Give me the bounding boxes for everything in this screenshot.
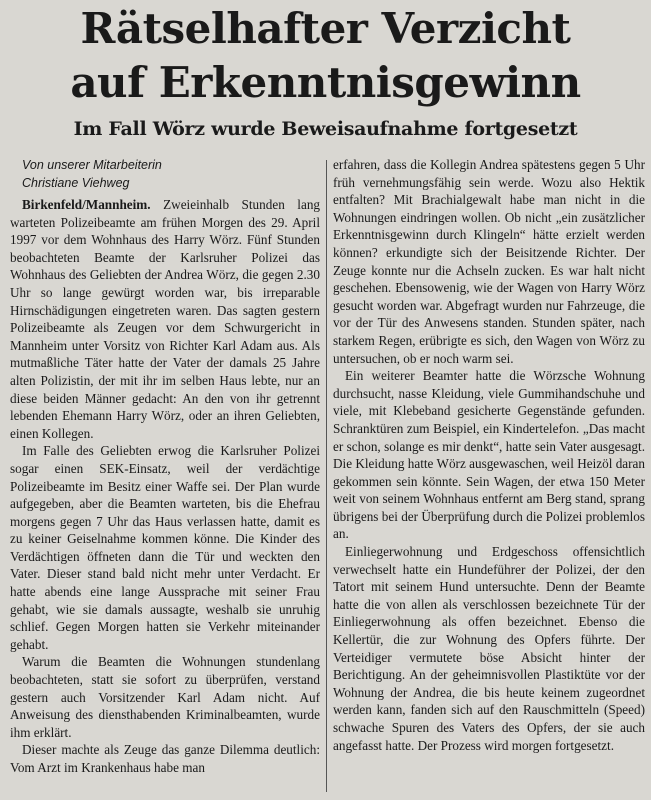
paragraph-6: Ein weiterer Beamter hatte die Wörzsche Wohnung durchsucht, nasse Kleidung, viele Gummihandschuhe und viele, mit Klebeband gesicherte Gegenstände gefunden. Schranktüren zum Beispiel, ein Kindertelefon. „Das macht er schon, solange es mir denkt“, hatte sein Vater ausgesagt. Die Kleidung hatte Wörz ausgewaschen, weil Heizöl daran gekommen sein könnte. Sein Wagen, der etwa 150 Meter weit von seinem Wohnhaus entfernt am Berg stand, sprang übrigens bei der Überprüfung durch die Polizei problemlos an. xyxy=(333,368,645,542)
dateline: Birkenfeld/Mannheim. xyxy=(22,197,151,212)
headline-line-1: Rätselhafter Verzicht xyxy=(80,4,571,53)
byline xyxy=(22,156,320,192)
paragraph-2: Im Falle des Geliebten erwog die Karlsruher Polizei sogar einen SEK-Einsatz, weil der verdächtige Polizeibeamte im Besitz einer Waffe sei. Der Plan wurde aufgegeben, aber die Beamten warteten, bis die Ehefrau morgens gegen 7 Uhr das Haus verlassen hatte, damit es zu keiner Geiselnahme kommen könne. Die Kinder des Verdächtigen öffneten dann die Tür und weckten den Vater. Dieser stand bald nicht mehr unter Verdacht. Er hatte abends eine lange Aussprache mit seiner Frau gehabt, wie sie damals aussagte, weshalb sie unruhig schlief. Gegen Morgen hatten sie Verkehr miteinander gehabt. xyxy=(10,443,320,652)
paragraph-1 xyxy=(10,196,320,442)
paragraph-4: Dieser machte als Zeuge das ganze Dilemma deutlich: Vom Arzt im Krankenhaus habe man xyxy=(10,742,320,775)
column-divider xyxy=(326,160,327,792)
article-column-left xyxy=(10,156,320,796)
article-column-right xyxy=(333,156,645,796)
paragraph-5: erfahren, dass die Kollegin Andrea spätestens gegen 5 Uhr früh vernehmungsfähig sein werde. Wozu also Hektik entfalten? Mit Brachialgewalt habe man nicht in die Wohnungen eindringen wollen. Ob nicht „ein zusätzlicher Erkenntnisgewinn durch Klingeln“ hätte erzielt werden können? erkundigte sich der Beisitzende Richter. Der Zeuge konnte nur die Achseln zucken. Es war halt nicht geschehen. Ebensowenig, wie der Wagen von Harry Wörz gesucht worden war. Abgefragt wurden nur Fahrzeuge, die vor der Tür des Anwesens standen. Stunden später, nach starkem Regen, erübrigte es sich, den Wagen von Wörz zu untersuchen, ob er noch warm sei. xyxy=(333,157,645,366)
subheadline: Im Fall Wörz wurde Beweisaufnahme fortgesetzt xyxy=(73,118,578,140)
byline-line-1: Von unserer Mitarbeiterin xyxy=(22,158,162,172)
paragraph-1-text: Zweieinhalb Stunden lang warteten Polizeibeamte am frühen Morgen des 29. April 1997 vor dem Wohnhaus des Harry Wörz. Fünf Stunden beobachteten Beamte der Karlsruher Polizei das Wohnhaus des Geliebten der Andrea Wörz, die gegen 2.30 Uhr so lange gewürgt worden war, bis irreparable Hirnschädigungen eingetreten waren. Das sagten gestern Polizeibeamte als Zeugen vor dem Schwurgericht in Mannheim unter Vorsitz von Richter Karl Adam aus. Als mutmaßliche Täter hatte der Vater der damals 25 Jahre alten Polizistin, der mit ihr im selben Haus lebte, nur an diese beiden Männer gedacht: An den von ihr getrennt lebenden Ehemann Harry Wörz, oder an ihren Geliebten, einen Kollegen. xyxy=(10,197,320,441)
headline-line-2: auf Erkenntnisgewinn xyxy=(70,58,581,107)
paragraph-7: Einliegerwohnung und Erdgeschoss offensichtlich verwechselt hatte ein Hundeführer der Polizei, der den Tatort mit seinem Hund untersuchte. Denn der Beamte hatte die von allen als verschlossen bezeichnete Tür der Einliegerwohnung als offen bezeichnet. Ebenso die Kellertür, die zur Wohnung des Opfers führte. Der Verteidiger vermutete böse Absicht hinter der Berichtigung. An der geheimnisvollen Plastiktüte vor der Wohnung der Andrea, die bis heute keinem zugeordnet werden kann, fanden sich auf den Rauschmitteln (Speed) schwache Spuren des Vaters des Opfers, der sie auch angefasst hatte. Der Prozess wird morgen fortgesetzt. xyxy=(333,544,645,753)
byline-line-2: Christiane Viehweg xyxy=(22,176,130,190)
paragraph-3: Warum die Beamten die Wohnungen stundenlang beobachteten, statt sie sofort zu überprüfen, verstand gestern auch Vorsitzender Karl Adam nicht. Auf Anweisung des diensthabenden Kriminalbeamten, wurde ihm erklärt. xyxy=(10,654,320,740)
